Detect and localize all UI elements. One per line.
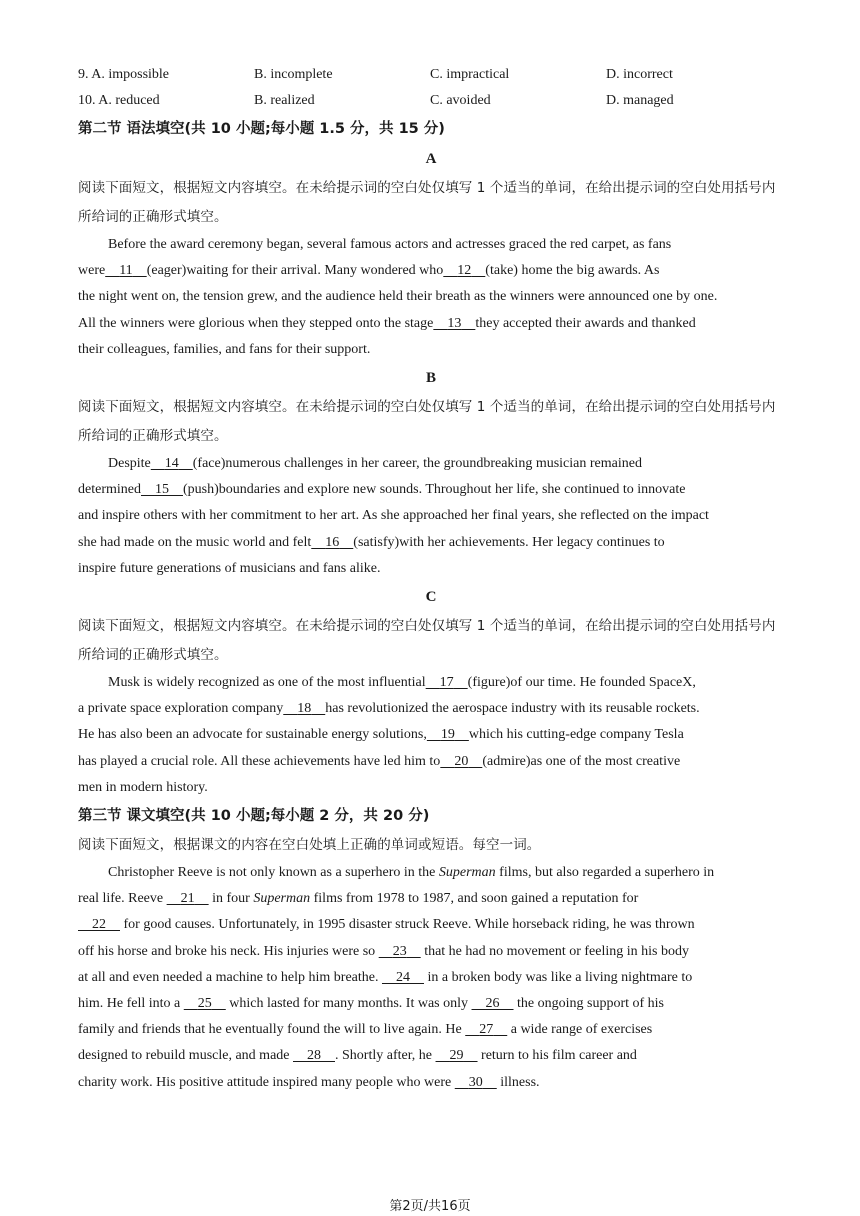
option-row <box>78 88 784 114</box>
text-line: family and friends that he eventually found the will to live again. He 27 a wide range of exercises <box>78 1022 653 1038</box>
blank-22[interactable]: 22 <box>92 917 106 933</box>
passage-a-letter: A <box>425 151 437 167</box>
option-b: B. incomplete <box>254 67 333 82</box>
text-line: Before the award ceremony began, several famous actors and actresses graced the red carpet, as fans <box>108 237 672 252</box>
text-line: He has also been an advocate for sustainable energy solutions, 19 which his cutting-edge company Tesla <box>78 727 684 743</box>
text-line: designed to rebuild muscle, and made 28 . Shortly after, he 29 return to his film career and <box>78 1048 637 1064</box>
passage-reeve <box>78 860 784 1096</box>
option-d: D. incorrect <box>606 67 673 82</box>
passage-c-instruction: 阅读下面短文，根据短文内容填空。在未给提示词的空白处仅填写 1 个适当的单词，在给出提示词的空白处用括号内所给词的正确形式填空。 <box>78 618 776 664</box>
exam-page <box>78 62 784 1096</box>
blank-24[interactable]: 24 <box>395 969 410 985</box>
text-line: were 11 (eager)waiting for their arrival. Many wondered who 12 (take) home the big awards. As <box>78 263 660 279</box>
text-line: at all and even needed a machine to help him breathe. 24 in a broken body was like a living nightmare to <box>78 969 693 985</box>
text-line: charity work. His positive attitude inspired many people who were 30 illness. <box>78 1074 540 1090</box>
text-line: she had made on the music world and felt 16 (satisfy)with her achievements. Her legacy continues to <box>78 534 665 550</box>
blank-15[interactable]: 15 <box>154 482 169 498</box>
blank-12[interactable]: 12 <box>457 263 472 279</box>
text-line: has played a crucial role. All these achievements have led him to 20 (admire)as one of the most creative <box>78 753 681 769</box>
section-3-title: 第三节 课文填空(共 10 小题;每小题 2 分，共 20 分) <box>78 808 430 825</box>
text-line: men in modern history. <box>78 779 208 795</box>
blank-26[interactable]: 26 <box>485 996 500 1012</box>
blank-29[interactable]: 29 <box>449 1048 464 1064</box>
blank-16[interactable]: 16 <box>325 534 340 550</box>
text-line: off his horse and broke his neck. His injuries were so 23 that he had no movement or feeling in his body <box>78 943 689 959</box>
option-a: 10. A. reduced <box>78 93 160 108</box>
text-line: real life. Reeve 21 in four Superman films from 1978 to 1987, and soon gained a reputation for <box>78 891 639 907</box>
section-2-title: 第二节 语法填空(共 10 小题;每小题 1.5 分，共 15 分) <box>78 121 445 137</box>
text-line: determined 15 (push)boundaries and explore new sounds. Throughout her life, she continued to innovate <box>78 482 686 498</box>
option-row <box>78 62 784 88</box>
blank-13[interactable]: 13 <box>447 315 462 331</box>
section-3-instruction: 阅读下面短文，根据课文的内容在空白处填上正确的单词或短语。每空一词。 <box>78 837 541 854</box>
blank-27[interactable]: 27 <box>479 1022 494 1038</box>
option-c: C. impractical <box>430 67 510 82</box>
passage-b-letter: B <box>425 370 436 387</box>
passage-a-instruction: 阅读下面短文，根据短文内容填空。在未给提示词的空白处仅填写 1 个适当的单词，在给出提示词的空白处用括号内所给词的正确形式填空。 <box>78 180 776 225</box>
blank-25[interactable]: 25 <box>197 996 212 1012</box>
text-line: him. He fell into a 25 which lasted for many months. It was only 26 the ongoing support of his <box>78 996 665 1012</box>
blank-20[interactable]: 20 <box>454 753 469 769</box>
blank-11[interactable]: 11 <box>119 263 133 279</box>
passage-b <box>78 451 784 582</box>
text-line: All the winners were glorious when they stepped onto the stage 13 they accepted their awards and thanked <box>78 315 696 331</box>
text-line: Christopher Reeve is not only known as a superhero in the Superman films, but also regarded a superhero in <box>108 865 715 881</box>
blank-30[interactable]: 30 <box>468 1074 483 1090</box>
page-number: 第2页/共16页 <box>389 1199 471 1214</box>
text-line: their colleagues, families, and fans for their support. <box>78 341 371 357</box>
text-line: and inspire others with her commitment to her art. As she approached her final years, she reflected on the impact <box>78 508 709 524</box>
passage-b-instruction: 阅读下面短文，根据短文内容填空。在未给提示词的空白处仅填写 1 个适当的单词，在给出提示词的空白处用括号内所给词的正确形式填空。 <box>78 399 776 445</box>
blank-14[interactable]: 14 <box>164 456 179 472</box>
option-d: D. managed <box>606 93 674 108</box>
option-c: C. avoided <box>430 93 491 108</box>
blank-23[interactable]: 23 <box>392 943 407 959</box>
text-line: 22 for good causes. Unfortunately, in 1995 disaster struck Reeve. While horseback riding, he was thrown <box>78 912 784 938</box>
text-line: Despite 14 (face)numerous challenges in her career, the groundbreaking musician remained <box>108 456 642 472</box>
text-line: inspire future generations of musicians and fans alike. <box>78 560 381 576</box>
option-b: B. realized <box>254 93 315 108</box>
blank-17[interactable]: 17 <box>439 675 454 691</box>
passage-c-letter: C <box>425 589 437 606</box>
blank-19[interactable]: 19 <box>440 727 455 743</box>
passage-c <box>78 670 784 801</box>
blank-18[interactable]: 18 <box>297 701 312 717</box>
blank-28[interactable]: 28 <box>307 1048 321 1064</box>
blank-21[interactable]: 21 <box>180 891 195 907</box>
text-line: Musk is widely recognized as one of the most influential 17 (figure)of our time. He founded SpaceX, <box>108 675 696 691</box>
option-a: 9. A. impossible <box>78 67 170 82</box>
passage-a <box>78 232 784 363</box>
text-line: a private space exploration company 18 has revolutionized the aerospace industry with its reusable rockets. <box>78 701 700 717</box>
text-line: the night went on, the tension grew, and the audience held their breath as the winners were announced one by one. <box>78 289 718 305</box>
